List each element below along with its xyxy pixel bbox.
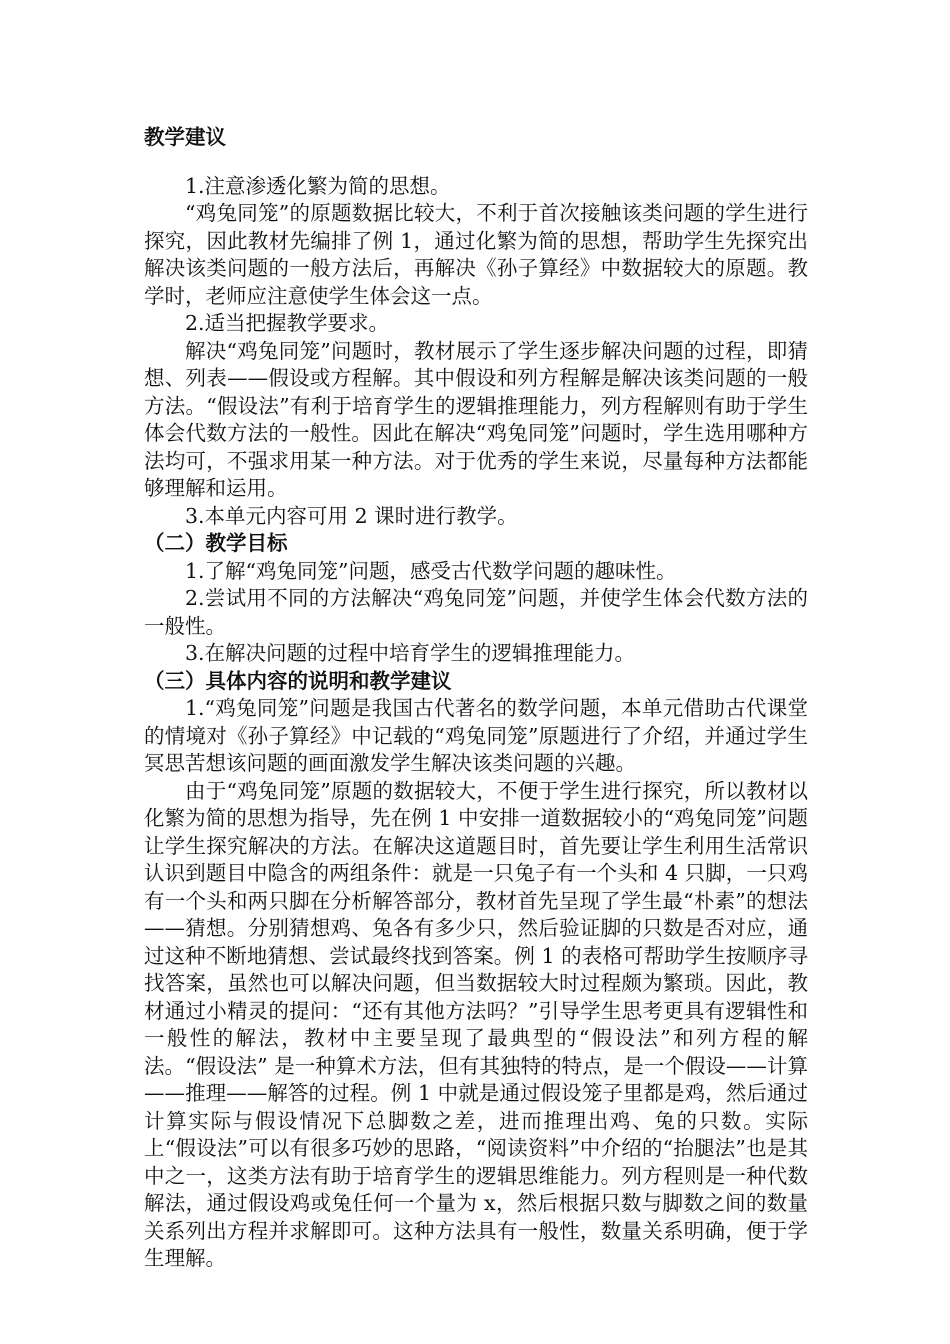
document-title: 教学建议 [144,125,226,149]
paragraph-detail-2: 由于“鸡兔同笼”原题的数据较大，不便于学生进行探究，所以教材以化繁为简的思想为指导，先在例 1 中安排一道数据较小的“鸡兔同笼”问题让学生探究解决的方法。在解决这道题目时，首先要让学生利用生活常识认识到题目中隐含的两组条件：就是一只兔子有一个头和 4 只脚，一只鸡有一个头和两只脚在分析解答部分，教材首先呈现了学生最“朴素”的想法——猜想。分别猜想鸡、兔各有多少只，然后验证脚的只数是否对应，通过这种不断地猜想、尝试最终找到答案。例 1 的表格可帮助学生按顺序寻找答案，虽然也可以解决问题，但当数据较大时过程颇为繁琐。因此，教材通过小精灵的提问：“还有其他方法吗？”引导学生思考更具有逻辑性和一般性的解法，教材中主要呈现了最典型的“假设法”和列方程的解法。“假设法” 是一种算术方法，但有其独特的特点，是一个假设——计算——推理——解答的过程。例 1 中就是通过假设笼子里都是鸡，然后通过计算实际与假设情况下总脚数之差，进而推理出鸡、兔的只数。实际上“假设法”可以有很多巧妙的思路，“阅读资料”中介绍的“抬腿法”也是其中之一，这类方法有助于培育学生的逻辑思维能力。列方程则是一种代数解法，通过假设鸡或兔任何一个量为 x，然后根据只数与脚数之间的数量关系列出方程并求解即可。这种方法具有一般性，数量关系明确，便于学生理解。 [144,778,808,1270]
paragraph-tip-3: 3.本单元内容可用 2 课时进行教学。 [185,503,518,528]
paragraph-tip-1-body: “鸡兔同笼”的原题数据比较大，不利于首次接触该类问题的学生进行探究，因此教材先编排了例 1，通过化繁为简的思想，帮助学生先探究出解决该类问题的一般方法后，再解决《孙子算经》中数据较大的原题。教学时，老师应注意使学生体会这一点。 [144,201,808,308]
document-body [144,124,808,1273]
paragraph-goal-2: 2.尝试用不同的方法解决“鸡兔同笼”问题，并使学生体会代数方法的一般性。 [144,586,808,638]
paragraph-goal-1: 1.了解“鸡兔同笼”问题，感受古代数学问题的趣味性。 [185,558,677,583]
section-heading-details: （三）具体内容的说明和教学建议 [144,668,452,693]
paragraph-tip-1: 1.注意渗透化繁为简的思想。 [185,173,451,198]
paragraph-detail-1: 1.“鸡兔同笼”问题是我国古代著名的数学问题，本单元借助古代课堂的情境对《孙子算经》中记载的“鸡兔同笼”原题进行了介绍，并通过学生冥思苦想该问题的画面激发学生解决该类问题的兴趣。 [144,696,808,775]
paragraph-goal-3: 3.在解决问题的过程中培育学生的逻辑推理能力。 [185,641,636,665]
paragraph-tip-2: 2.适当把握教学要求。 [185,311,390,335]
section-heading-goals: （二）教学目标 [144,531,288,555]
paragraph-tip-2-body: 解决“鸡兔同笼”问题时，教材展示了学生逐步解决问题的过程，即猜想、列表——假设或方程解。其中假设和列方程解是解决该类问题的一般方法。“假设法”有利于培育学生的逻辑推理能力，列方程解则有助于学生体会代数方法的一般性。因此在解决“鸡兔同笼”问题时，学生选用哪种方法均可，不强求用某一种方法。对于优秀的学生来说，尽量每种方法都能够理解和运用。 [144,338,808,500]
